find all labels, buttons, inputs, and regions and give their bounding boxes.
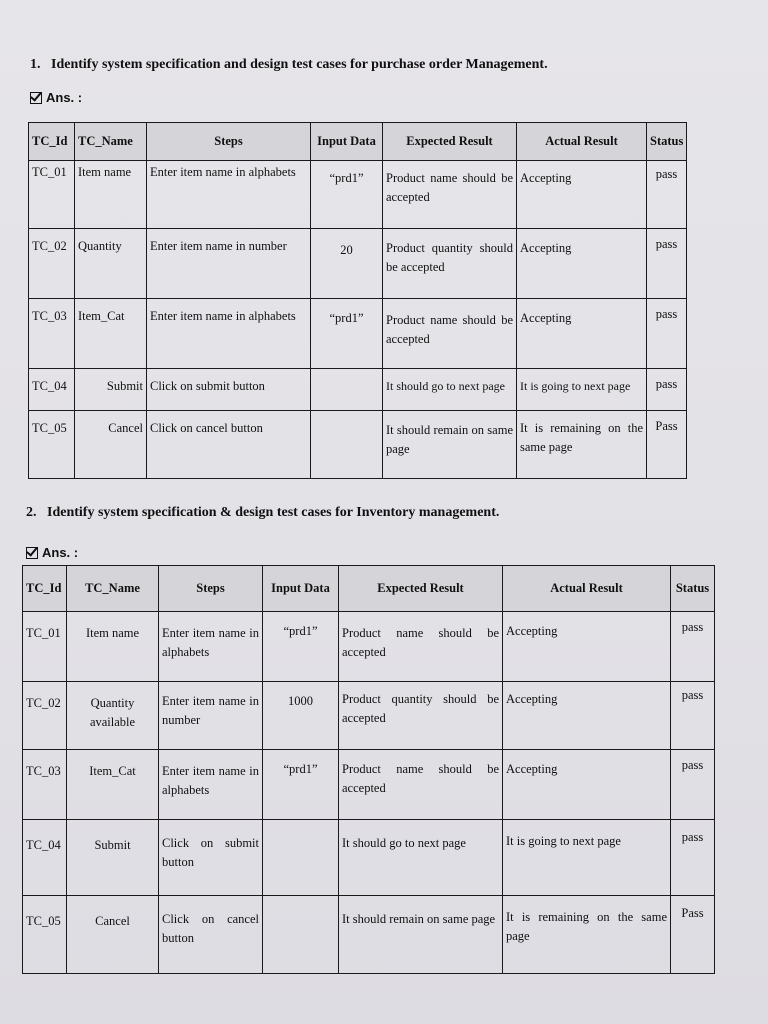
table-cell: Submit [75,369,147,411]
table-cell: TC_03 [29,299,75,369]
checkbox-icon [26,547,38,559]
question-2-text: Identify system specification & design test cases for Inventory management. [47,505,500,520]
question-2-number: 2. [26,505,37,520]
table-cell [311,369,383,411]
table-cell: It is remaining on the same page [517,411,647,479]
table-cell: Accepting [517,299,647,369]
table-row [23,612,715,682]
table-cell: pass [671,612,715,682]
table-cell: pass [647,229,687,299]
table-cell: Pass [647,411,687,479]
table-cell: pass [647,299,687,369]
header-actual-result: Actual Result [517,123,647,161]
table-cell: “prd1” [311,161,383,229]
table-cell: Accepting [503,682,671,750]
table-cell [263,896,339,974]
header-tc-name: TC_Name [75,123,147,161]
table-cell: Accepting [517,229,647,299]
table-cell: Enter item name in number [159,682,263,750]
table-cell: Accepting [503,612,671,682]
table-cell: It is going to next page [517,369,647,411]
table-cell: Enter item name in alphabets [147,161,311,229]
table-row [29,411,687,479]
question-1-number: 1. [30,57,41,72]
table-cell: TC_03 [23,750,67,820]
header-actual-result: Actual Result [503,566,671,612]
header-tc-name: TC_Name [67,566,159,612]
table-cell: Product name should be accepted [339,750,503,820]
table-row [23,750,715,820]
table-cell: Quantity [75,229,147,299]
table-cell: pass [671,820,715,896]
table-cell: Product name should be accepted [339,612,503,682]
checkbox-icon [30,92,42,104]
table-cell: TC_04 [29,369,75,411]
table-cell: pass [647,369,687,411]
table-cell: pass [671,682,715,750]
table-row [29,161,687,229]
table-cell: Click on cancel button [159,896,263,974]
table-cell: Product quantity should be accepted [339,682,503,750]
table-cell: 20 [311,229,383,299]
table-row [29,299,687,369]
answer-1-label: Ans. : [30,90,82,105]
table-row [29,369,687,411]
table-row [23,820,715,896]
table-cell: Click on cancel button [147,411,311,479]
table-row [29,229,687,299]
table-cell: It should go to next page [339,820,503,896]
table-cell: Submit [67,820,159,896]
table-cell: TC_02 [29,229,75,299]
table-cell: Accepting [517,161,647,229]
table-cell: It should remain on same page [339,896,503,974]
table-cell: Item name [75,161,147,229]
header-expected-result: Expected Result [383,123,517,161]
table-cell: “prd1” [263,612,339,682]
header-status: Status [647,123,687,161]
header-status: Status [671,566,715,612]
table-cell: Item name [67,612,159,682]
header-steps: Steps [159,566,263,612]
table-cell: Click on submit button [159,820,263,896]
table-cell: Product quantity should be accepted [383,229,517,299]
table-cell: TC_02 [23,682,67,750]
table-cell: TC_04 [23,820,67,896]
header-steps: Steps [147,123,311,161]
table-cell: “prd1” [311,299,383,369]
table-cell: pass [671,750,715,820]
table-cell: Cancel [67,896,159,974]
answer-2-label: Ans. : [26,545,78,560]
header-tc-id: TC_Id [29,123,75,161]
table-cell: Enter item name in alphabets [147,299,311,369]
table-header-row [29,123,687,161]
inventory-test-case-table [22,565,715,974]
table-cell: Product name should be accepted [383,161,517,229]
question-2-heading [26,505,499,521]
table-cell: Accepting [503,750,671,820]
table-cell: Quantity available [67,682,159,750]
table-cell: It is going to next page [503,820,671,896]
table-cell: TC_01 [23,612,67,682]
table-cell [263,820,339,896]
table-row [23,896,715,974]
table-cell: Enter item name in number [147,229,311,299]
header-input-data: Input Data [263,566,339,612]
question-1-text: Identify system specification and design test cases for purchase order Management. [51,57,548,72]
table-cell: It should remain on same page [383,411,517,479]
purchase-order-test-case-table [28,122,687,479]
table-cell: Item_Cat [67,750,159,820]
table-header-row [23,566,715,612]
table-cell: TC_05 [29,411,75,479]
header-expected-result: Expected Result [339,566,503,612]
table-row [23,682,715,750]
header-input-data: Input Data [311,123,383,161]
table-cell: TC_05 [23,896,67,974]
table-cell: Click on submit button [147,369,311,411]
table-cell: Enter item name in alphabets [159,612,263,682]
table-cell: Pass [671,896,715,974]
table-cell: Cancel [75,411,147,479]
table-cell: It should go to next page [383,369,517,411]
table-cell: Product name should be accepted [383,299,517,369]
table-cell: “prd1” [263,750,339,820]
table-cell: Enter item name in alphabets [159,750,263,820]
question-1-heading [30,57,548,73]
table-cell: TC_01 [29,161,75,229]
table-cell [311,411,383,479]
table-cell: pass [647,161,687,229]
table-cell: Item_Cat [75,299,147,369]
header-tc-id: TC_Id [23,566,67,612]
table-cell: It is remaining on the same page [503,896,671,974]
table-cell: 1000 [263,682,339,750]
